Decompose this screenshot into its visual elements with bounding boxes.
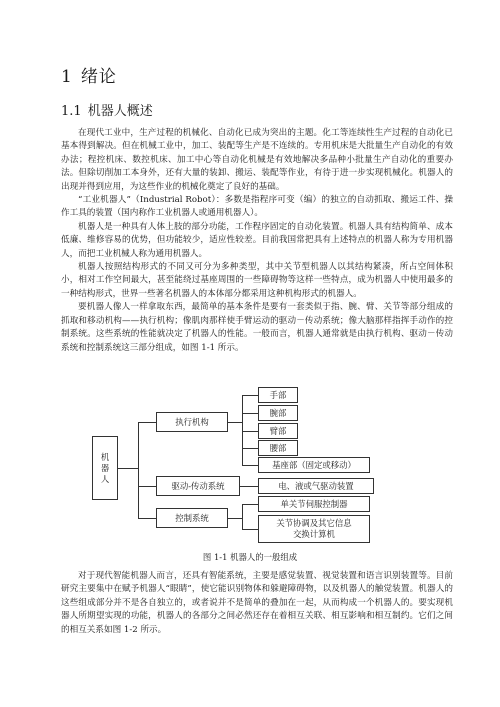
figure-caption: 图 1-1 机器人的一般组成	[202, 552, 298, 562]
robot-composition-diagram	[90, 386, 390, 546]
paragraph: 机器人按照结构形式的不同又可分为多种类型，其中关节型机器人以其结构紧凑，所占空间体积小，相对工作空间最大，甚至能绕过基座周围的一些障碍物等这样一些特点，成为机器人中使用最多的一种结构形式，世界一些著名机器人的本体部分都采用这种机构形式的机器人。	[61, 262, 453, 299]
connector	[242, 431, 258, 432]
connector	[242, 504, 258, 505]
connector	[242, 395, 243, 465]
coordination-computer-box: 关节协调及其它信息交换计算机	[258, 515, 370, 543]
hand-part-box: 手部	[258, 387, 298, 403]
connector	[138, 518, 156, 519]
connector	[138, 486, 156, 487]
connector	[240, 486, 258, 487]
paragraph: 对于现代智能机器人而言，还具有智能系统，主要是感觉装置、视觉装置和语言识别装置等。目前研究主要集中在赋予机器人“眼睛”，使它能识别物体和躲避障碍物，以及机器人的触觉装置。机器人的这些组成部分并不是各自独立的，或者说并不是简单的叠加在一起，从而构成一个机器人的。要实现机器人所期望实现的功能，机器人的各部分之间必然还存在着相互关联、相互影响和相互制约。它们之间的相互关系如图 1-2 所示。	[61, 571, 453, 635]
chapter-heading	[61, 62, 117, 87]
chapter-number: 1	[61, 67, 73, 87]
connector	[242, 448, 258, 449]
section-title: 机器人概述	[87, 104, 153, 119]
connector	[138, 422, 139, 518]
section-number: 1.1	[61, 104, 82, 119]
exec-mechanism-box: 执行机构	[156, 412, 228, 432]
body-text-top	[61, 127, 453, 355]
connector	[242, 504, 243, 529]
control-system-box: 控制系统	[156, 508, 228, 528]
connector	[242, 529, 258, 530]
connector	[242, 395, 258, 396]
paragraph: 要机器人像人一样拿取东西，最简单的基本条件是要有一套类似于指、腕、臂、关节等部分组成的抓取和移动机构——执行机构；像肌肉那样使手臂运动的驱动－传动系统；像大脑那样指挥手动作的控制系统。这些系统的性能就决定了机器人的性能。一般而言，机器人通常就是由执行机构、驱动－传动系统和控制系统这三部分组成，如图 1-1 所示。	[61, 302, 453, 353]
arm-part-box: 臂部	[258, 423, 298, 439]
waist-part-box: 腰部	[258, 440, 298, 456]
chapter-title: 绪论	[80, 67, 117, 87]
paragraph: 在现代工业中，生产过程的机械化、自动化已成为突出的主题。化工等连续性生产过程的自动化已基本得到解决。但在机械工业中，加工、装配等生产是不连续的。专用机床是大批量生产自动化的有效办法；程控机床、数控机床、加工中心等自动化机械是有效地解决多品种小批量生产自动化的重要办法。但除切削加工本身外，还有大量的装卸、搬运、装配等作业，有待于进一步实现机械化。机器人的出现并得到应用，为这些作业的机械化奠定了良好的基础。	[61, 128, 453, 192]
base-part-box: 基座部（固定或移动）	[258, 457, 370, 473]
drive-device-box: 电、液或气驱动装置	[258, 478, 374, 494]
connector	[242, 413, 258, 414]
connector	[242, 465, 258, 466]
connector	[118, 468, 138, 469]
servo-controller-box: 单关节伺服控制器	[258, 496, 370, 512]
body-text-bottom	[61, 570, 453, 637]
connector	[228, 422, 242, 423]
section-heading	[61, 100, 153, 119]
paragraph: “工业机器人”（Industrial Robot）：多数是指程序可变（编）的独立的自动抓取、搬运工件、操作工具的装置（国内称作工业机器人或通用机器人）。	[61, 195, 453, 219]
wrist-part-box: 腕部	[258, 405, 298, 421]
drive-system-box: 驱动-传动系统	[156, 476, 240, 496]
connector	[138, 422, 156, 423]
connector	[228, 518, 242, 519]
diagram-root-box: 机 器 人	[92, 436, 118, 500]
paragraph: 机器人是一种具有人体上肢的部分功能，工作程序固定的自动化装置。机器人具有结构简单、成本低廉、维修容易的优势，但功能较少，适应性较差。目前我国常把具有上述特点的机器人称为专用机器人，而把工业机械人称为通用机器人。	[61, 221, 453, 259]
